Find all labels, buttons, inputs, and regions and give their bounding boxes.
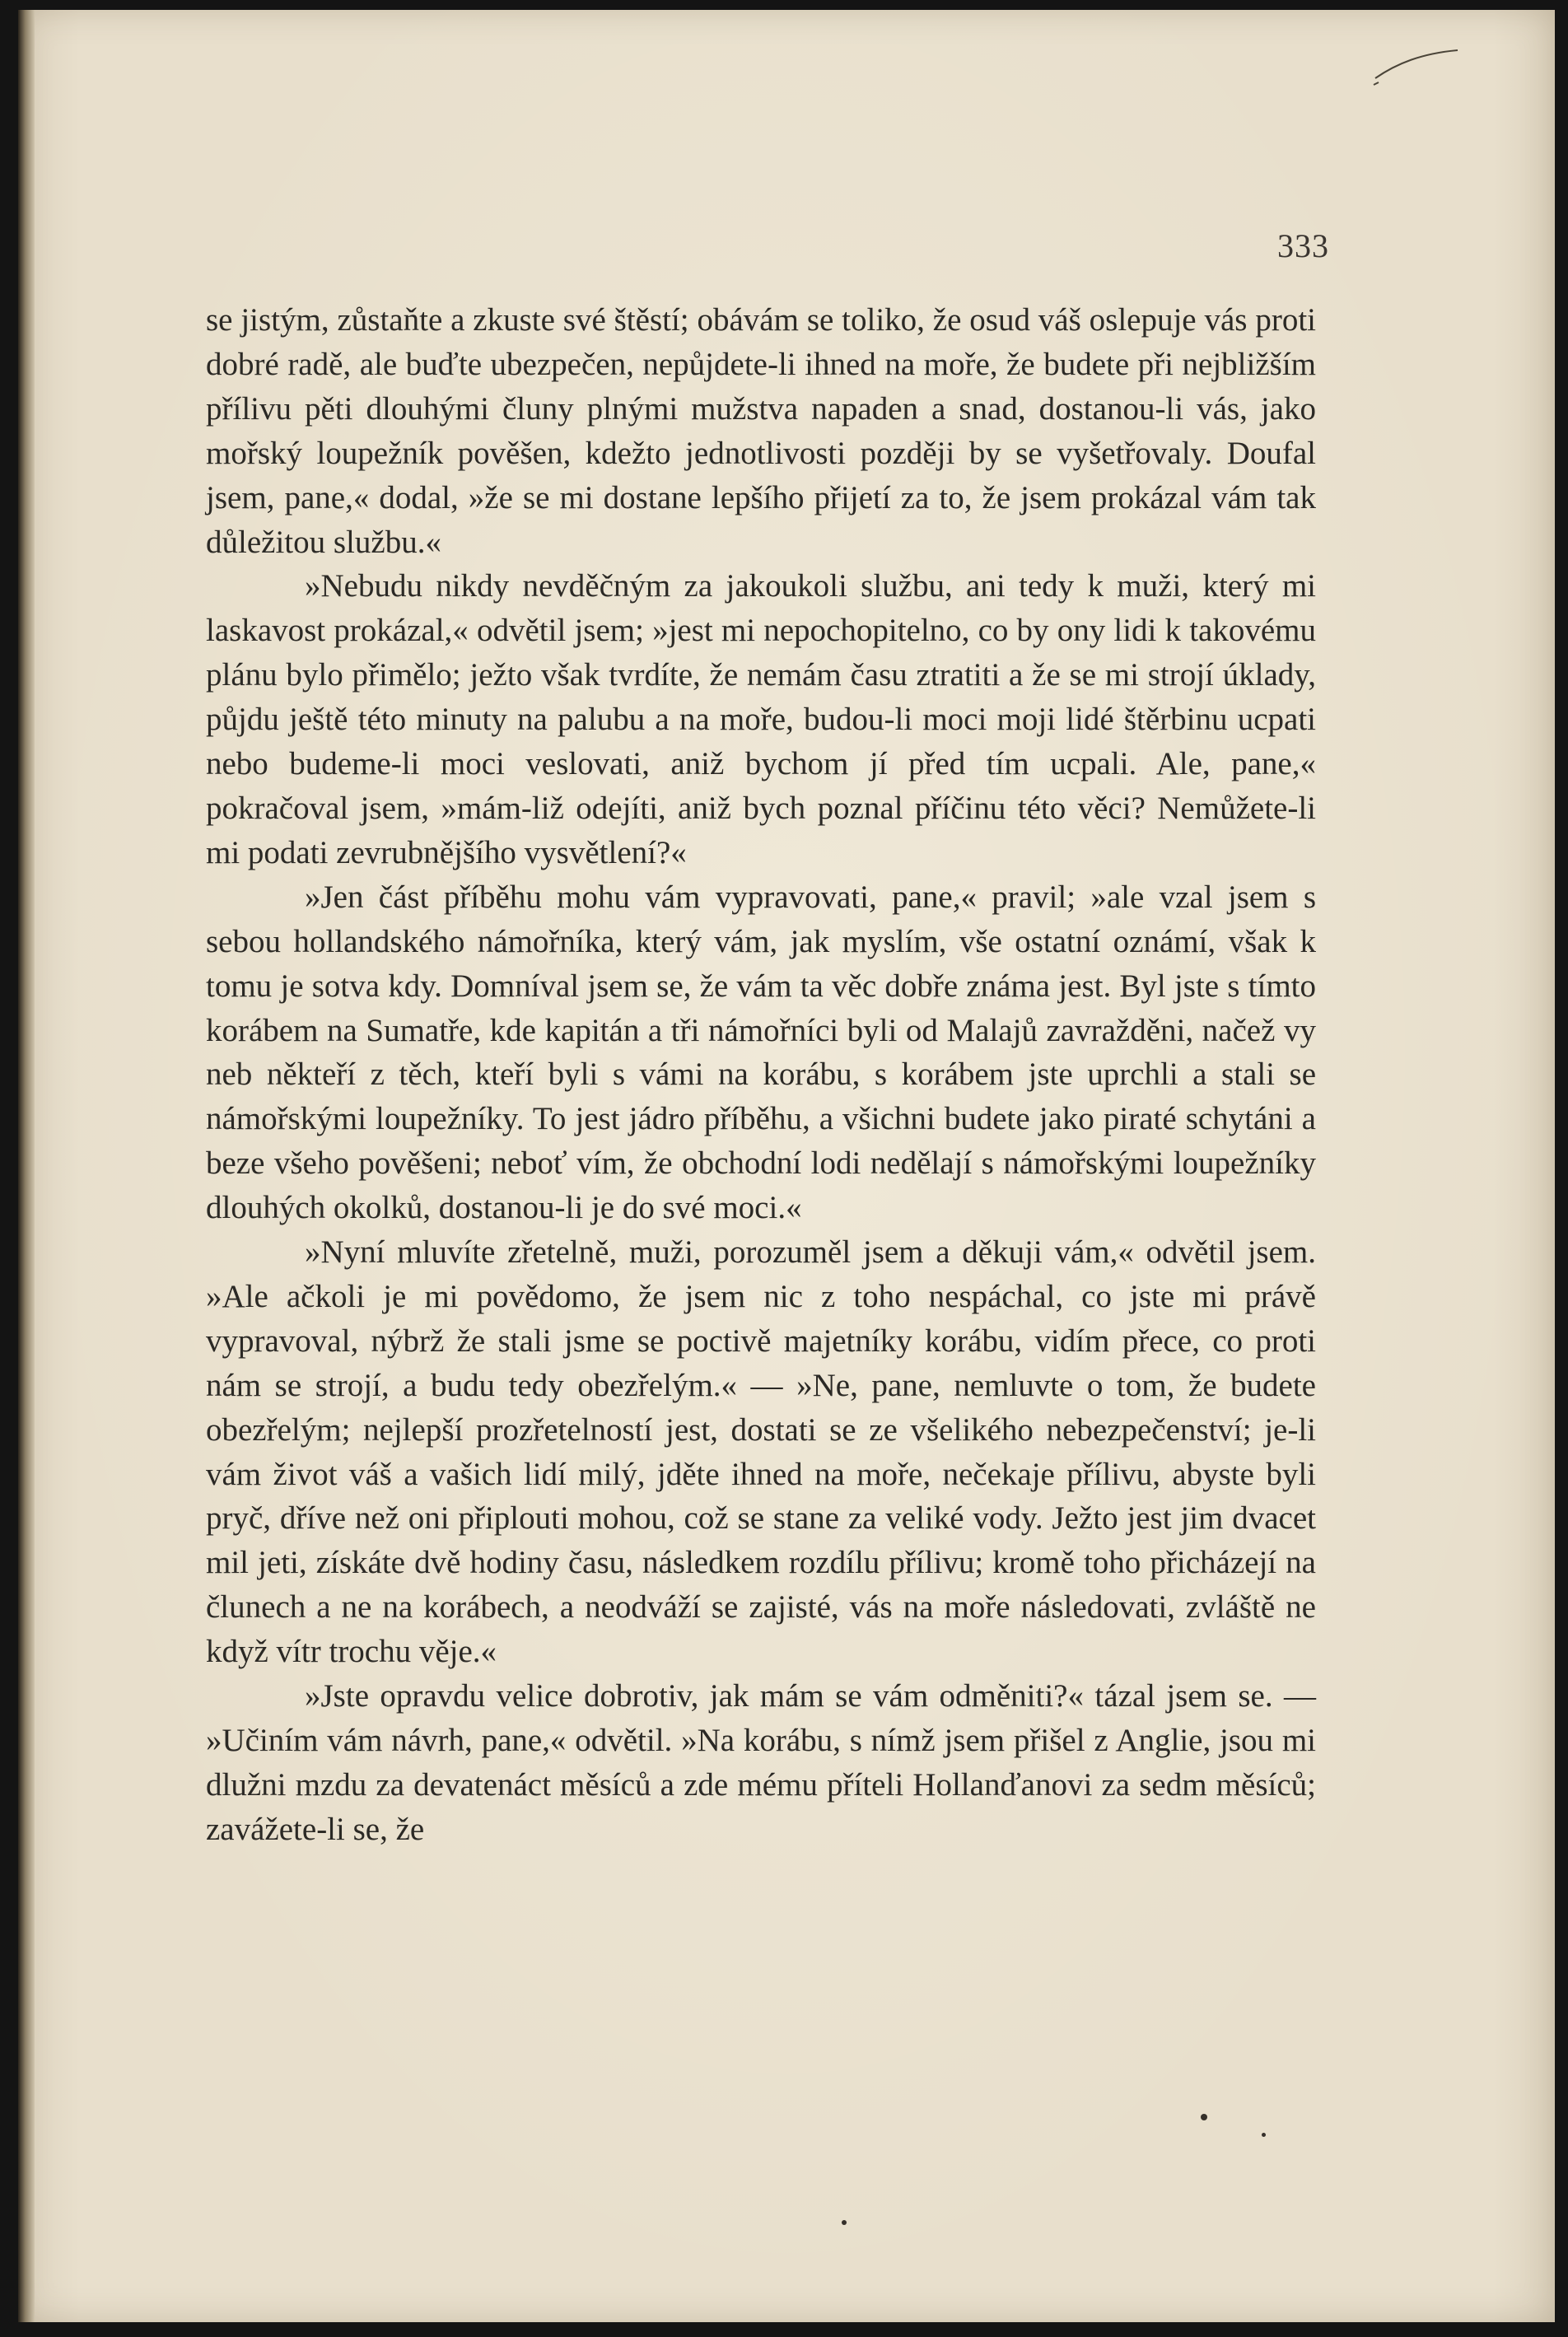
ink-speck <box>1262 2133 1266 2137</box>
page-binding-edge <box>18 10 35 2322</box>
body-text <box>206 298 1316 1852</box>
paragraph-1: se jistým, zůstaňte a zkuste své štěstí; obávám se toliko, že osud váš oslepuje vás proti dobré radě, ale buďte ubezpečen, nepůjdete-li ihned na moře, že budete při nejbližším přílivu pěti dlouhými čluny plnými mužstva napaden a snad, dostanou-li vás, jako mořský loupežník pověšen, kdežto jednotlivosti později by se vyšetřovaly. Doufal jsem, pane,« dodal, »že se mi dostane lepšího přijetí za to, že jsem prokázal vám tak důležitou službu.« <box>206 302 1316 560</box>
page-number: 333 <box>1277 227 1329 264</box>
paragraph-3: »Jen část příběhu mohu vám vypravovati, pane,« pravil; »ale vzal jsem s sebou hollandského námořníka, který vám, jak myslím, vše ostatní oznámí, však k tomu je sotva kdy. Domníval jsem se, že vám ta věc dobře známa jest. Byl jste s tímto korábem na Sumatře, kde kapitán a tři námořníci byli od Malajů zavražděni, načež vy neb někteří z těch, kteří byli s vámi na korábu, s korábem jste uprchli a stali se námořskými loupežníky. To jest jádro příběhu, a všichni budete jako piraté schytáni a beze všeho pověšeni; neboť vím, že obchodní lodi nedělají s námořskými loupežníky dlouhých okolků, dostanou-li je do své moci.« <box>206 879 1316 1226</box>
paragraph-2: »Nebudu nikdy nevděčným za jakoukoli službu, ani tedy k muži, který mi laskavost prokázal,« odvětil jsem; »jest mi nepochopitelno, co by ony lidi k takovému plánu bylo přimělo; ježto však tvrdíte, že nemám času ztratiti a že se mi strojí úklady, půjdu ještě této minuty na palubu a na moře, budou-li moci moji lidé štěrbinu ucpati nebo budeme-li moci veslovati, aniž bychom jí před tím ucpali. Ale, pane,« pokračoval jsem, »mám-liž odejíti, aniž bych poznal příčinu této věci? Nemůžete-li mi podati zevrubnějšího vysvětlení?« <box>206 568 1316 870</box>
ink-speck <box>1201 2114 1207 2120</box>
paragraph-4: »Nyní mluvíte zřetelně, muži, porozuměl jsem a děkuji vám,« odvětil jsem. »Ale ačkoli je mi povědomo, že jsem nic z toho nespáchal, co jste mi právě vypravoval, nýbrž že stali jsme se poctivě majetníky korábu, vidím přece, co proti nám se strojí, a budu tedy obezřelým.« — »Ne, pane, nemluvte o tom, že budete obezřelým; nejlepší prozřetelností jest, dostati se ze všelikého nebezpečenství; je-li vám život váš a vašich lidí milý, jděte ihned na moře, nečekaje přílivu, abyste byli pryč, dříve než oni připlouti mohou, což se stane za veliké vody. Ježto jest jim dvacet mil jeti, získáte dvě hodiny času, následkem rozdílu přílivu; kromě toho přicházejí na člunech a ne na korábech, a neodváží se zajisté, vás na moře následovati, zvláště ne když vítr trochu věje.« <box>206 1234 1316 1670</box>
pen-mark-icon <box>1372 45 1463 95</box>
paragraph-5: »Jste opravdu velice dobrotiv, jak mám se vám odměniti?« tázal jsem se. — »Učiním vám návrh, pane,« odvětil. »Na korábu, s nímž jsem přišel z Anglie, jsou mi dlužni mzdu za devatenáct měsíců a zde mému příteli Hollanďanovi za sedm měsíců; zavážete-li se, že <box>206 1678 1316 1847</box>
ink-speck <box>842 2220 847 2225</box>
